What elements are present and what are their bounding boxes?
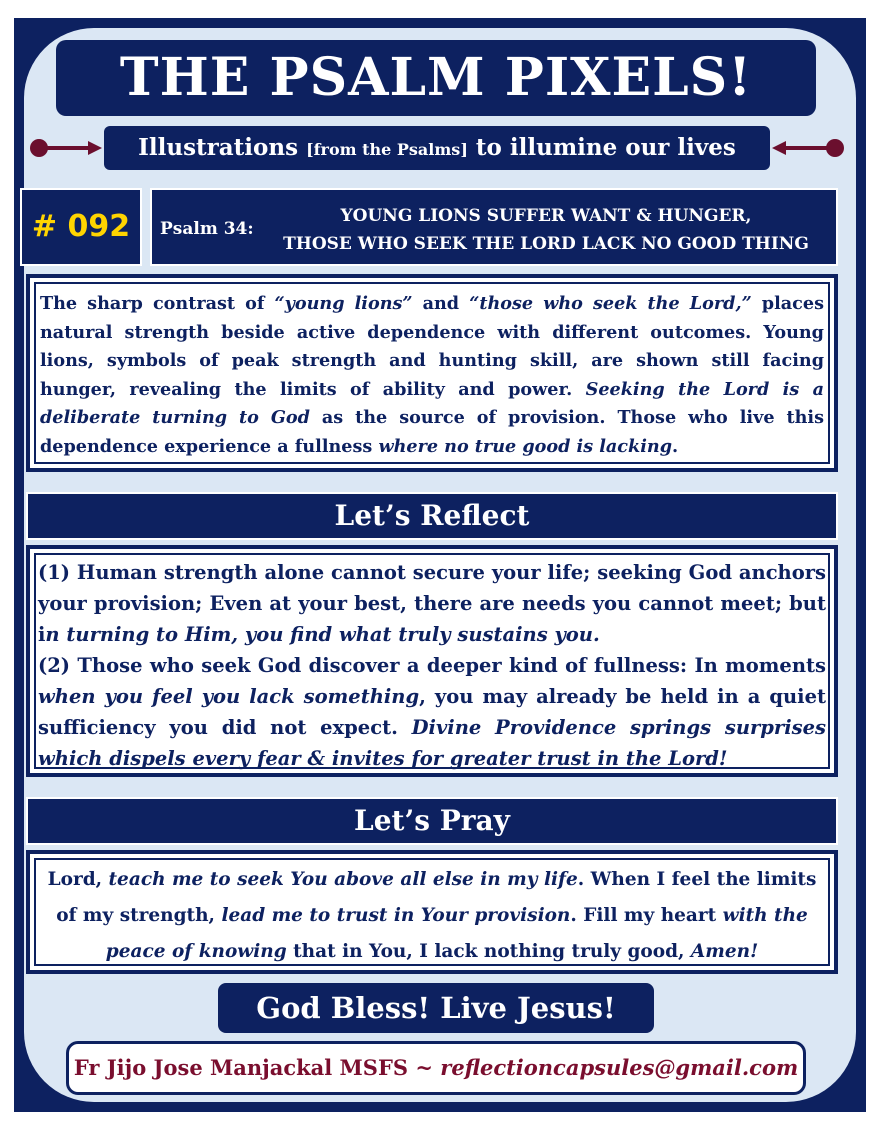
author-email[interactable]: reflectioncapsules@gmail.com [440,1055,799,1080]
author-name: Fr Jijo Jose Manjackal MSFS ~ [73,1055,441,1080]
reflect-heading: Let’s Reflect [26,492,838,540]
pray-heading: Let’s Pray [26,797,838,845]
left-arrow-icon [30,139,102,157]
subtitle-banner [104,126,770,170]
reflect-paragraph: (1) Human strength alone cannot secure your life; seeking God anchors your provision; Even at your best, there are needs you cannot meet; but in turning to Him, you find what truly sustains you. (2) Those who seek God discover a deeper kind of fullness: In moments when you feel you lack something, you may already be held in a quiet sufficiency you did not expect. Divine Providence springs surprises which dispels every fear & invites for greater trust in the Lord! [38,561,826,770]
subtitle-text-b: [from the Psalms] [306,140,468,159]
intro-box [26,274,838,472]
pray-paragraph: Lord, teach me to seek You above all else in my life. When I feel the limits of my strength, lead me to trust in Your provision. Fill my heart with the peace of knowing that in You, I lack nothing truly good, Amen! [47,869,817,962]
subtitle-text-c: to illumine our lives [475,134,736,161]
psalm-label: Psalm 34: [160,219,254,239]
intro-paragraph: The sharp contrast of “young lions” and “those who seek the Lord,” places natural strength beside active dependence with different outcomes. Young lions, symbols of peak strength and hunting skill, are shown still facing hunger, revealing the limits of ability and power. Seeking the Lord is a deliberate turning to God as the source of provision. Those who live this dependence experience a fullness where no true good is lacking. [40,293,824,457]
blessing-banner: God Bless! Live Jesus! [218,983,654,1033]
entry-number: # 092 [20,188,142,266]
subtitle-text-a: Illustrations [138,134,299,161]
page-title: THE PSALM PIXELS! [56,40,816,116]
right-arrow-icon [772,139,844,157]
reflect-box [26,545,838,777]
author-credit [66,1041,806,1095]
psalm-line-1: YOUNG LIONS SUFFER WANT & HUNGER, [340,206,752,226]
psalm-title-box [150,188,838,266]
pray-box [26,850,838,974]
psalm-headline [262,202,830,258]
psalm-line-2: THOSE WHO SEEK THE LORD LACK NO GOOD THING [283,234,809,254]
